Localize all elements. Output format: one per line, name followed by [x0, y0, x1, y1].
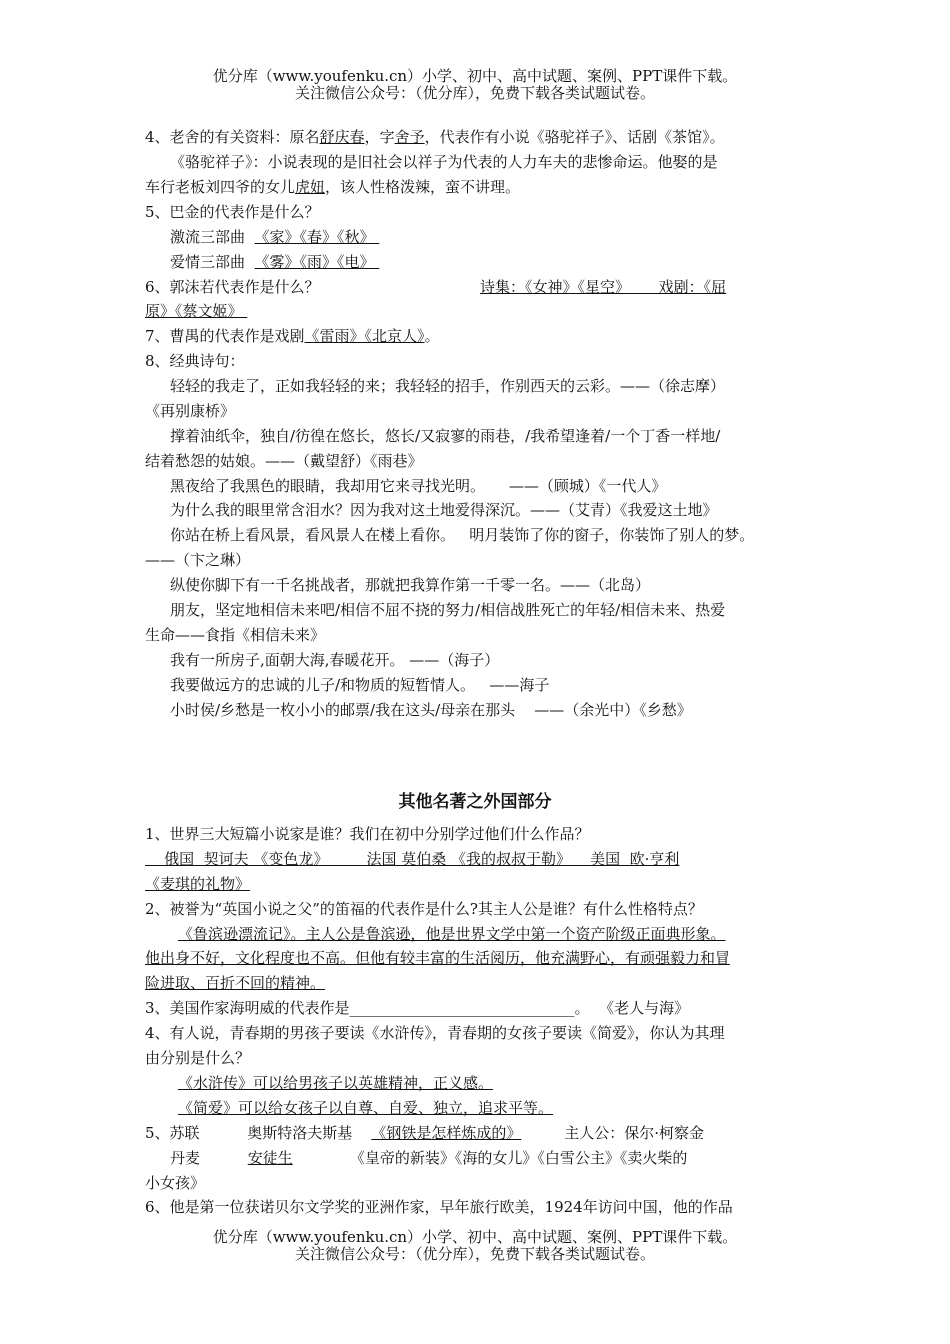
poem-8: 我有一所房子,面朝大海,春暖花开。 ——（海子） [170, 651, 500, 669]
poem-6: 纵使你脚下有一千名挑战者，那就把我算作第一千零一名。——（北岛） [170, 576, 651, 594]
q6-answer-2: 原》《蔡文姬》 [145, 302, 248, 320]
q6-answer-1: 诗集：《女神》《星空》 戏剧：《屈 [480, 278, 727, 296]
q4-line-1: 4、老舍的有关资料：原名舒庆春，字舍予，代表作有小说《骆驼祥子》、话剧《茶馆》。 [145, 128, 725, 146]
q4-line-3: 车行老板刘四爷的女儿虎妞，该人性格泼辣，蛮不讲理。 [145, 178, 521, 196]
header-line-1: 优分库（www.youfenku.cn）小学、初中、高中试题、案例、PPT课件下载。 [212, 67, 738, 85]
poem-10: 小时侯/乡愁是一枚小小的邮票/我在这头/母亲在那头 ——（余光中）《乡愁》 [170, 701, 692, 719]
f2-answer-2: 他出身不好，文化程度也不高。但他有较丰富的生活阅历，他充满野心，有顽强毅力和冒 [145, 949, 731, 967]
poem-1-source: 《再别康桥》 [145, 402, 236, 420]
poem-2: 撑着油纸伞，独自/彷徨在悠长，悠长/又寂寥的雨巷，/我希望逢着/一个丁香一样地/ [170, 427, 721, 445]
poem-4: 为什么我的眼里常含泪水？因为我对这土地爱得深沉。——（艾青）《我爱这土地》 [170, 501, 718, 519]
poem-2-source: 结着愁怨的姑娘。——（戴望舒）《雨巷》 [145, 452, 423, 470]
f4-answer-1: 《水浒传》可以给男孩子以英雄精神，正义感。 [178, 1074, 494, 1092]
poem-3: 黑夜给了我黑色的眼睛，我却用它来寻找光明。 ——（顾城）《一代人》 [170, 477, 667, 495]
poem-1: 轻轻的我走了，正如我轻轻的来；我轻轻的招手，作别西天的云彩。——（徐志摩） [170, 377, 726, 395]
q5-answer-1: 激流三部曲 《家》《春》《秋》 [170, 228, 380, 246]
f5-line-3: 小女孩》 [145, 1174, 206, 1192]
q6-question: 6、郭沫若代表作是什么？ [145, 278, 320, 296]
poem-7: 朋友，坚定地相信未来吧/相信不屈不挠的努力/相信战胜死亡的年轻/相信未来、热爱 [170, 601, 726, 619]
answer-blank: ______________________________ [349, 999, 575, 1017]
poem-7-source: 生命——食指《相信未来》 [145, 626, 326, 644]
page-header [0, 68, 950, 102]
f1-answer-2: 《麦琪的礼物》 [145, 875, 251, 893]
f2-question: 2、被誉为“英国小说之父”的笛福的代表作是什么?其主人公是谁？有什么性格特点？ [145, 900, 703, 918]
q4-line-2: 《骆驼祥子》：小说表现的是旧社会以祥子为代表的人力车夫的悲惨命运。他娶的是 [170, 153, 718, 171]
f2-answer-3: 险进取、百折不回的精神。 [145, 974, 326, 992]
poem-9: 我要做远方的忠诚的儿子/和物质的短暂情人。 ——海子 [170, 676, 550, 694]
f5-line-2: 丹麦 安徒生 《皇帝的新装》《海的女儿》《白雪公主》《卖火柴的 [170, 1149, 688, 1167]
q7-line: 7、曹禺的代表作是戏剧《雷雨》《北京人》。 [145, 327, 440, 345]
f6-question: 6、他是第一位获诺贝尔文学奖的亚洲作家，早年旅行欧美，1924年访问中国，他的作品 [145, 1198, 733, 1216]
q5-answer-2: 爱情三部曲 《雾》《雨》《电》 [170, 253, 380, 271]
poem-5-source: ——（卞之琳） [145, 551, 251, 569]
q8-question: 8、经典诗句： [145, 352, 245, 370]
page-footer [0, 1229, 950, 1263]
f4-answer-2: 《简爱》可以给女孩子以自尊、自爱、独立，追求平等。 [178, 1099, 554, 1117]
f1-question: 1、世界三大短篇小说家是谁？我们在初中分别学过他们什么作品？ [145, 825, 590, 843]
f4-question-1: 4、有人说，青春期的男孩子要读《水浒传》，青春期的女孩子要读《简爱》，你认为其理 [145, 1024, 725, 1042]
f1-answer-1: 俄国 契诃夫 《变色龙》 法国 莫伯桑 《我的叔叔于勒》 美国 欧·亨利 [145, 850, 680, 868]
f5-line-1: 5、苏联 奥斯特洛夫斯基 《钢铁是怎样炼成的》 主人公：保尔·柯察金 [145, 1124, 705, 1142]
f3-line: 3、美国作家海明威的代表作是______________________________。 《老人与海》 [145, 999, 690, 1017]
footer-line-2: 关注微信公众号：（优分库），免费下载各类试题试卷。 [294, 1245, 655, 1263]
poem-5: 你站在桥上看风景，看风景人在楼上看你。 明月装饰了你的窗子，你装饰了别人的梦。 [170, 526, 755, 544]
q5-question: 5、巴金的代表作是什么？ [145, 203, 320, 221]
footer-line-1: 优分库（www.youfenku.cn）小学、初中、高中试题、案例、PPT课件下载。 [212, 1228, 738, 1246]
f4-question-2: 由分别是什么？ [145, 1049, 251, 1067]
section-title: 其他名著之外国部分 [398, 792, 552, 812]
f2-answer-1: 《鲁滨逊漂流记》。主人公是鲁滨逊，他是世界文学中第一个资产阶级正面典形象。 [178, 925, 726, 943]
header-line-2: 关注微信公众号：（优分库），免费下载各类试题试卷。 [294, 84, 655, 102]
